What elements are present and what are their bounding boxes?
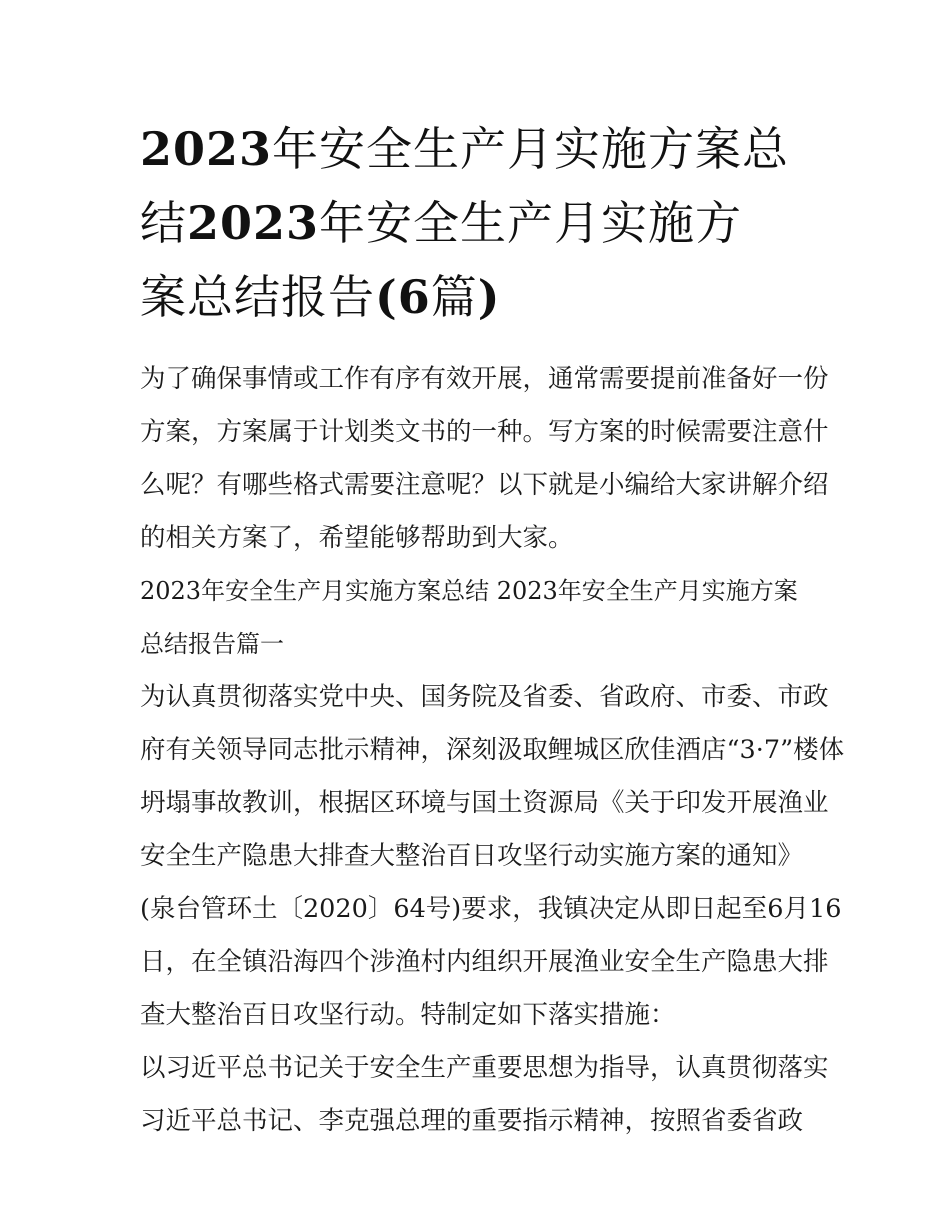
body-line-9: 坍塌事故教训，根据区环境与国土资源局《关于印发开展渔业	[140, 788, 829, 818]
body-line-4: 的相关方案了，希望能够帮助到大家。	[140, 523, 574, 553]
body-line-2: 方案，方案属于计划类文书的一种。写方案的时候需要注意什	[140, 417, 829, 447]
title-line-3: 案总结报告(6篇)	[140, 270, 501, 324]
section-heading-line-1: 2023年安全生产月实施方案总结 2023年安全生产月实施方案	[140, 577, 798, 605]
body-line-3: 么呢？有哪些格式需要注意呢？以下就是小编给大家讲解介绍	[140, 470, 829, 500]
body-line-8: 府有关领导同志批示精神，深刻汲取鲤城区欣佳酒店“3·7”楼体	[140, 735, 845, 765]
body-line-15: 习近平总书记、李克强总理的重要指示精神，按照省委省政	[140, 1106, 804, 1136]
title-line-2: 结2023年安全生产月实施方	[140, 196, 743, 250]
body-line-14: 以习近平总书记关于安全生产重要思想为指导，认真贯彻落实	[140, 1053, 829, 1083]
body-line-7: 为认真贯彻落实党中央、国务院及省委、省政府、市委、市政	[140, 682, 829, 712]
body-line-12: 日，在全镇沿海四个涉渔村内组织开展渔业安全生产隐患大排	[140, 947, 829, 977]
title-line-1: 2023年安全生产月实施方案总	[140, 122, 790, 176]
document-body	[140, 353, 845, 1148]
body-line-13: 查大整治百日攻坚行动。特制定如下落实措施：	[140, 1000, 676, 1030]
body-line-1: 为了确保事情或工作有序有效开展，通常需要提前准备好一份	[140, 364, 829, 394]
body-line-11: (泉台管环土〔2020〕64号)要求，我镇决定从即日起至6月16	[140, 894, 842, 924]
body-line-10: 安全生产隐患大排查大整治百日攻坚行动实施方案的通知》	[140, 841, 804, 871]
section-heading-line-2: 总结报告篇一	[140, 630, 284, 658]
document-title	[140, 112, 820, 334]
